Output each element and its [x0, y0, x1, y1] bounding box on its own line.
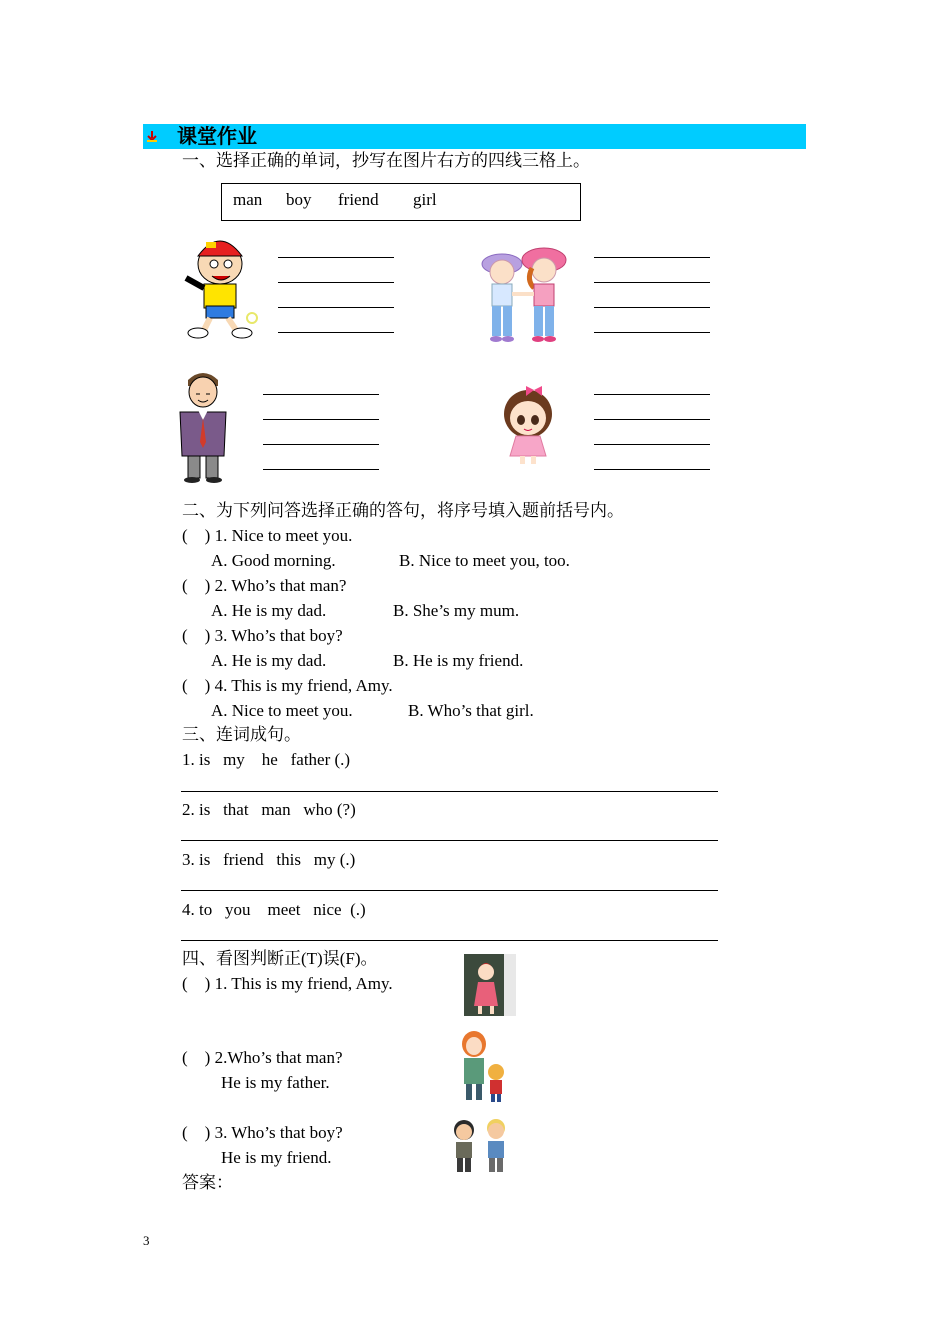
- scrambled-words: 3. is friend this my (.): [182, 850, 356, 869]
- writing-line: [263, 419, 379, 420]
- question-text: ( ) 3. Who’s that boy?: [182, 626, 343, 645]
- answer-line: [181, 791, 718, 792]
- option-b: B. Nice to meet you, too.: [399, 551, 570, 570]
- writing-line: [594, 307, 710, 308]
- word-bank-box: [221, 183, 581, 221]
- writing-line: [594, 394, 710, 395]
- writing-line: [594, 282, 710, 283]
- page-number: 3: [143, 1233, 150, 1248]
- judge-item: ( ) 2.Who’s that man?: [182, 1048, 343, 1067]
- option-a: A. He is my dad.: [211, 601, 327, 620]
- writing-line: [263, 444, 379, 445]
- mother-and-child-icon: [458, 1030, 514, 1104]
- writing-line: [594, 332, 710, 333]
- answer-line: [181, 890, 718, 891]
- judge-item: ( ) 3. Who’s that boy?: [182, 1123, 343, 1142]
- two-boys-icon: [448, 1118, 514, 1176]
- writing-line: [594, 444, 710, 445]
- boy-cartoon-icon: [176, 230, 260, 340]
- question-text: ( ) 4. This is my friend, Amy.: [182, 676, 393, 695]
- scrambled-words: 1. is my he father (.): [182, 750, 351, 769]
- option-b: B. He is my friend.: [393, 651, 524, 670]
- word-bank-word: friend: [338, 190, 379, 209]
- scrambled-words: 4. to you meet nice (.): [182, 900, 366, 919]
- answer-line: [181, 940, 718, 941]
- writing-line: [594, 469, 710, 470]
- girl-cartoon-icon: [490, 380, 570, 470]
- word-bank-word: girl: [413, 190, 437, 209]
- writing-line: [263, 469, 379, 470]
- writing-line: [278, 257, 394, 258]
- option-a: A. He is my dad.: [211, 651, 327, 670]
- section1-instruction: 一、选择正确的单词，抄写在图片右方的四线三格上。: [182, 151, 590, 170]
- option-a: A. Nice to meet you.: [211, 701, 353, 720]
- option-b: B. Who’s that girl.: [408, 701, 534, 720]
- answer-line: [181, 840, 718, 841]
- judge-item-answer: He is my father.: [221, 1073, 330, 1092]
- question-text: ( ) 1. Nice to meet you.: [182, 526, 353, 545]
- judge-item: ( ) 1. This is my friend, Amy.: [182, 974, 393, 993]
- question-text: ( ) 2. Who’s that man?: [182, 576, 347, 595]
- word-bank-word: boy: [286, 190, 312, 209]
- writing-line: [278, 282, 394, 283]
- man-cartoon-icon: [176, 368, 230, 484]
- option-b: B. She’s my mum.: [393, 601, 520, 620]
- section2-instruction: 二、为下列问答选择正确的答句，将序号填入题前括号内。: [182, 501, 624, 520]
- writing-line: [278, 307, 394, 308]
- writing-line: [278, 332, 394, 333]
- word-bank-word: man: [233, 190, 263, 209]
- two-girls-cartoon-icon: [474, 240, 574, 344]
- option-a: A. Good morning.: [211, 551, 336, 570]
- judge-item-answer: He is my friend.: [221, 1148, 332, 1167]
- section4-instruction: 四、看图判断正(T)误(F)。: [182, 949, 378, 968]
- writing-line: [263, 394, 379, 395]
- page-title: 课堂作业: [177, 124, 257, 148]
- writing-line: [594, 257, 710, 258]
- writing-line: [594, 419, 710, 420]
- section3-instruction: 三、连词成句。: [182, 725, 301, 744]
- scrambled-words: 2. is that man who (?): [182, 800, 356, 819]
- answer-label: 答案：: [182, 1173, 233, 1192]
- girl-with-board-icon: [464, 954, 516, 1016]
- bullet-arrow-icon: [146, 130, 158, 142]
